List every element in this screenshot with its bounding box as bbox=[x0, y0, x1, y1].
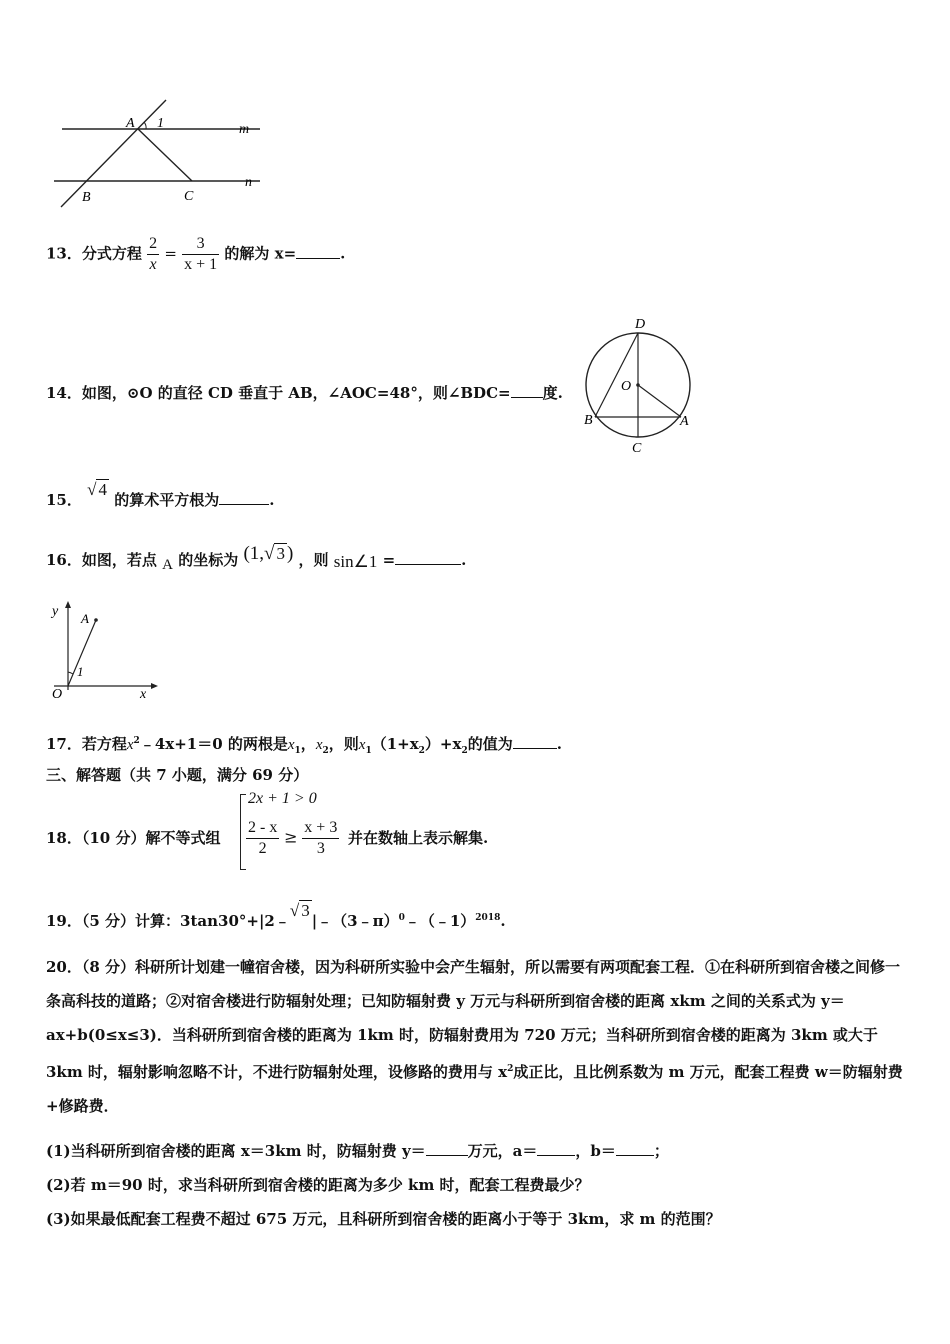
q17-expr-c: ）+x bbox=[424, 735, 462, 753]
section-3-title: 三、解答题（共 7 小题，满分 69 分） bbox=[46, 766, 309, 784]
x-arrow bbox=[151, 683, 158, 689]
center-point bbox=[636, 383, 640, 387]
q18-f1-num: 2 - x bbox=[248, 819, 278, 836]
label-O: O bbox=[52, 687, 63, 702]
q13-answer-blank bbox=[296, 258, 340, 259]
label-D: D bbox=[635, 317, 646, 332]
question-15 bbox=[46, 480, 275, 510]
q18-f1-den: 2 bbox=[246, 838, 279, 859]
question-20-part-2: (2)若 m＝90 时，求当科研所到宿舍楼的距离为多少 km 时，配套工程费最少？ bbox=[46, 1176, 590, 1194]
q13-end: . bbox=[340, 244, 346, 263]
q18-inequality-2 bbox=[246, 818, 339, 859]
q16-coord-close: ) bbox=[286, 543, 294, 564]
q16-equals: = bbox=[382, 551, 396, 569]
label-n: n bbox=[245, 175, 252, 190]
q19-end: . bbox=[500, 912, 506, 930]
label-C: C bbox=[632, 441, 642, 456]
axes-figure bbox=[46, 598, 166, 703]
q18-f2-num: x + 3 bbox=[304, 819, 338, 836]
q18-f2-den: 3 bbox=[302, 838, 339, 859]
q20-s1-a: (1)当科研所到宿舍楼的距离 x＝3km 时，防辐射费 y＝ bbox=[46, 1142, 426, 1160]
q16-mid2: ，则 bbox=[298, 551, 329, 569]
line-through-A bbox=[61, 100, 166, 207]
q16-point: A bbox=[162, 557, 173, 573]
y-arrow bbox=[65, 601, 71, 608]
q18-inequality-1: 2x + 1 > 0 bbox=[248, 790, 317, 807]
q20-sup-2: 2 bbox=[507, 1064, 514, 1074]
q17-expr-a-sub: 1 bbox=[365, 746, 372, 756]
q20-s1-blank-a bbox=[537, 1155, 575, 1156]
label-y: y bbox=[52, 604, 59, 619]
q17-expr-c-sub: 2 bbox=[461, 746, 468, 756]
label-A: A bbox=[680, 414, 689, 429]
q20-s1-b: 万元，a＝ bbox=[467, 1142, 538, 1160]
q15-radicand: 4 bbox=[98, 480, 107, 499]
q13-prefix: 13．分式方程 bbox=[46, 244, 142, 263]
q20-s1-blank-b bbox=[616, 1155, 654, 1156]
q17-eq-rest: ﹣4x+1＝0 的两根是 bbox=[139, 735, 288, 753]
q19-prefix: 19．（5 分）计算：3tan30°+|2﹣ bbox=[46, 912, 290, 930]
q19-mid: ﹣（﹣1） bbox=[404, 912, 476, 930]
q13-lhs-num: 2 bbox=[149, 235, 158, 252]
q15-prefix: 15． bbox=[46, 491, 82, 509]
q13-suffix: 的解为 x= bbox=[224, 244, 297, 263]
q13-rhs-num: 3 bbox=[196, 235, 205, 252]
label-m: m bbox=[239, 122, 250, 137]
label-B: B bbox=[82, 190, 91, 205]
q17-eq-x: x bbox=[126, 737, 134, 753]
label-O: O bbox=[621, 379, 632, 394]
q17-end: . bbox=[556, 735, 562, 753]
q17-x1: x bbox=[287, 737, 295, 753]
q16-sin: sin∠1 bbox=[333, 552, 378, 571]
circle-figure bbox=[580, 312, 700, 457]
q17-answer-blank bbox=[513, 748, 557, 749]
q13-equals: = bbox=[164, 244, 177, 263]
parallel-lines-figure bbox=[46, 95, 276, 213]
q18-prefix: 18．（10 分）解不等式组 bbox=[46, 829, 221, 847]
q16-answer-blank bbox=[395, 564, 461, 565]
question-14 bbox=[46, 383, 563, 403]
q15-suffix: 的算术平方根为 bbox=[114, 491, 220, 509]
q13-rhs-den: x + 1 bbox=[184, 256, 218, 273]
q17-x2: x bbox=[315, 737, 323, 753]
q19-sup-0: 0 bbox=[398, 913, 405, 923]
q13-lhs-den: x bbox=[147, 254, 159, 275]
q13-rhs-fraction bbox=[182, 234, 219, 275]
label-x: x bbox=[140, 687, 147, 702]
q16-mid: 的坐标为 bbox=[178, 551, 239, 569]
point-A bbox=[94, 618, 98, 622]
q14-text: 14．如图，⊙O 的直径 CD 垂直于 AB，∠AOC=48°，则∠BDC= bbox=[46, 384, 511, 402]
label-angle-1: 1 bbox=[157, 116, 164, 131]
q19-radicand: 3 bbox=[301, 901, 310, 920]
q19-suffix: |﹣（3﹣π） bbox=[311, 912, 399, 930]
q17-x1-sub: 1 bbox=[294, 746, 301, 756]
q16-coord-radicand: 3 bbox=[276, 544, 285, 563]
q16-prefix: 16．如图，若点 bbox=[46, 551, 157, 569]
q14-answer-blank bbox=[511, 397, 543, 398]
question-13 bbox=[46, 234, 345, 275]
q20-s1-d: ； bbox=[653, 1142, 669, 1160]
q17-expr-b-sub: 2 bbox=[418, 746, 425, 756]
q17-eq-sup: 2 bbox=[133, 736, 140, 746]
q19-sup-2018: 2018 bbox=[475, 913, 501, 923]
segment-DB bbox=[595, 333, 638, 417]
q16-coord-open: (1, bbox=[243, 543, 265, 564]
q15-sqrt: √ 4 bbox=[87, 480, 107, 499]
q18-geq: ≥ bbox=[284, 827, 298, 847]
label-A: A bbox=[81, 611, 89, 626]
q17-expr-a: x bbox=[358, 737, 366, 753]
question-16 bbox=[46, 543, 467, 573]
question-20-part-3: (3)如果最低配套工程费不超过 675 万元，且科研所到宿舍楼的距离小于等于 3km，求 m 的范围？ bbox=[46, 1210, 721, 1228]
question-17 bbox=[46, 731, 562, 761]
q17-mid: ，则 bbox=[328, 735, 359, 753]
angle-1-arc bbox=[144, 122, 146, 129]
angle-1-arc bbox=[68, 672, 73, 674]
question-19 bbox=[46, 901, 506, 931]
q20-para: 20．（8 分）科研所计划建一幢宿舍楼，因为科研所实验中会产生辐射，所以需要有两项配套工程．①在科研所到宿舍楼之间修一条高科技的道路；②对宿舍楼进行防辐射处理；已知防辐射费 y 万元与科研所到宿舍楼的距离 xkm 之间的关系式为 y＝ax+b(0≤x≤3)．当科研所到宿舍楼的距离为 1km 时，防辐射费用为 720 万元；当科研所到宿舍楼的距离为 3km 或大于 3km 时，辐射影响忽略不计，不进行防辐射处理，设修路的费用与 x bbox=[46, 958, 901, 1081]
q13-lhs-fraction bbox=[147, 234, 159, 275]
label-A: A bbox=[126, 116, 135, 131]
q15-answer-blank bbox=[219, 504, 269, 505]
label-angle-1: 1 bbox=[77, 664, 84, 679]
q17-tail: 的值为 bbox=[467, 735, 513, 753]
segment-OA bbox=[638, 385, 681, 417]
q17-prefix: 17．若方程 bbox=[46, 735, 127, 753]
q17-x2-sub: 2 bbox=[322, 746, 329, 756]
question-20-part-1 bbox=[46, 1141, 669, 1161]
q20-s1-blank-y bbox=[426, 1155, 468, 1156]
q17-comma: ， bbox=[300, 735, 316, 753]
segment-AC bbox=[138, 129, 192, 181]
q18-suffix: 并在数轴上表示解集. bbox=[348, 829, 489, 847]
q19-sqrt: √ 3 bbox=[289, 901, 310, 920]
q20-s1-c: ，b＝ bbox=[575, 1142, 616, 1160]
q14-end: 度. bbox=[542, 384, 563, 402]
q20-para-end: 成正比，且比例系数为 m 万元，配套工程费 w＝防辐射费+修路费． bbox=[46, 1063, 903, 1115]
q16-end: . bbox=[461, 551, 467, 569]
q16-coordinate: (1,√ 3 ) bbox=[243, 543, 294, 564]
label-B: B bbox=[584, 413, 593, 428]
q17-expr-b: （1+x bbox=[371, 735, 419, 753]
question-20-body bbox=[46, 950, 908, 1123]
q15-end: . bbox=[269, 491, 275, 509]
label-C: C bbox=[184, 189, 194, 204]
